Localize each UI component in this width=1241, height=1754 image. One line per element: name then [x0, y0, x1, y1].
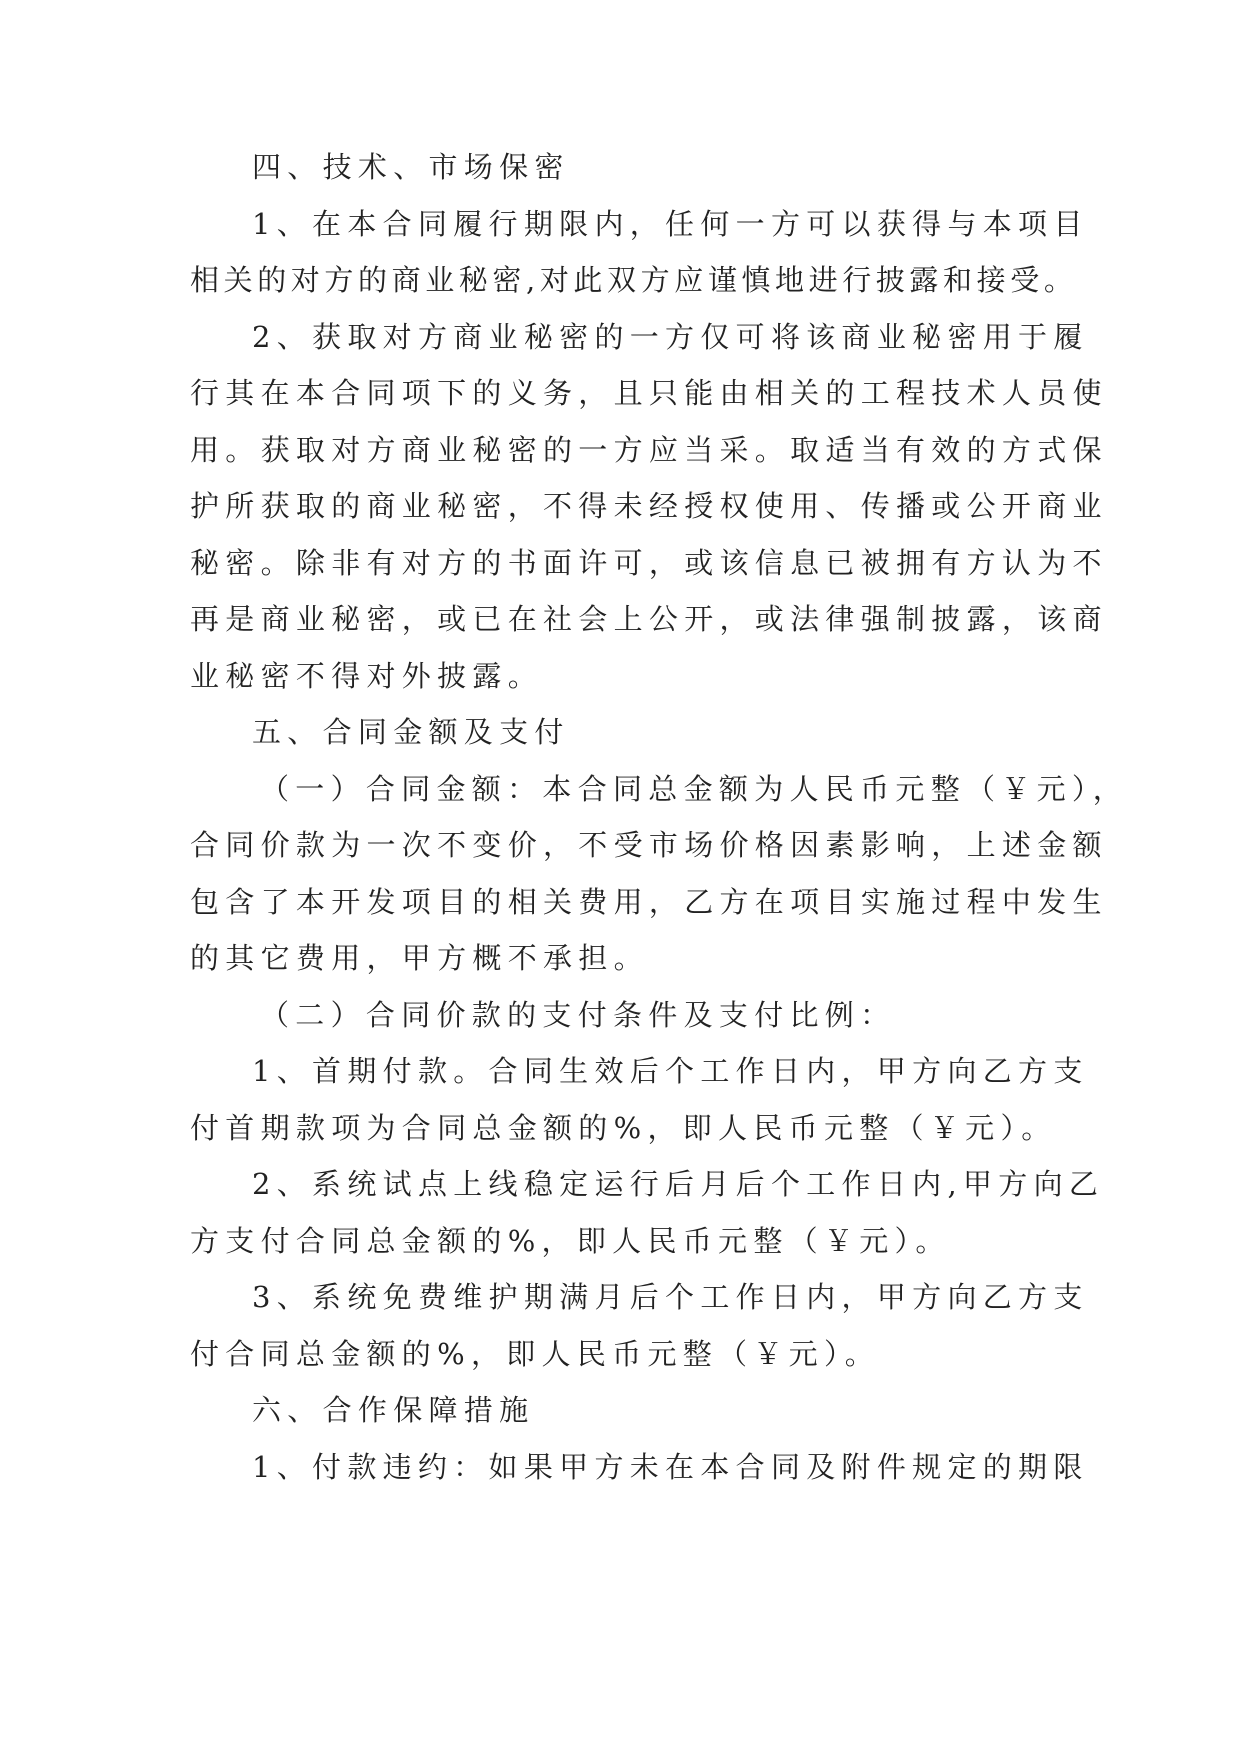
- paragraph-line: 业秘密不得对外披露。: [190, 659, 544, 693]
- paragraph-line: 再是商业秘密，或已在社会上公开，或法律强制披露，该商: [190, 602, 1108, 636]
- paragraph-line: 包含了本开发项目的相关费用，乙方在项目实施过程中发生: [190, 885, 1108, 919]
- section-heading-contract-amount: 五、合同金额及支付: [252, 715, 570, 749]
- paragraph-line: 行其在本合同项下的义务，且只能由相关的工程技术人员使: [190, 376, 1108, 410]
- paragraph-line: 1、首期付款。合同生效后个工作日内，甲方向乙方支: [252, 1054, 1089, 1088]
- paragraph-line: 方支付合同总金额的%，即人民币元整（￥元）。: [190, 1224, 951, 1258]
- paragraph-line: 3、系统免费维护期满月后个工作日内，甲方向乙方支: [252, 1280, 1089, 1314]
- paragraph-line: 1、在本合同履行期限内，任何一方可以获得与本项目: [252, 207, 1089, 241]
- paragraph-line: 的其它费用，甲方概不承担。: [190, 941, 649, 975]
- paragraph-line: 护所获取的商业秘密，不得未经授权使用、传播或公开商业: [190, 489, 1108, 523]
- paragraph-line: （二）合同价款的支付条件及支付比例：: [260, 998, 896, 1032]
- paragraph-line: 2、系统试点上线稳定运行后月后个工作日内,甲方向乙: [252, 1167, 1105, 1201]
- paragraph-line: 1、付款违约：如果甲方未在本合同及附件规定的期限: [252, 1450, 1089, 1484]
- paragraph-line: 相关的对方的商业秘密,对此双方应谨慎地进行披露和接受。: [190, 263, 1078, 297]
- paragraph-line: 付合同总金额的%，即人民币元整（￥元）。: [190, 1337, 881, 1371]
- paragraph-line: 付首期款项为合同总金额的%，即人民币元整（￥元）。: [190, 1111, 1057, 1145]
- section-heading-cooperation: 六、合作保障措施: [252, 1393, 535, 1427]
- paragraph-line: 用。获取对方商业秘密的一方应当采。取适当有效的方式保: [190, 433, 1108, 467]
- paragraph-line: 2、获取对方商业秘密的一方仅可将该商业秘密用于履: [252, 320, 1089, 354]
- paragraph-line: 合同价款为一次不变价，不受市场价格因素影响，上述金额: [190, 828, 1108, 862]
- section-heading-confidentiality: 四、技术、市场保密: [252, 150, 570, 184]
- paragraph-line: （一）合同金额：本合同总金额为人民币元整（￥元），: [260, 772, 1129, 806]
- paragraph-line: 秘密。除非有对方的书面许可，或该信息已被拥有方认为不: [190, 546, 1108, 580]
